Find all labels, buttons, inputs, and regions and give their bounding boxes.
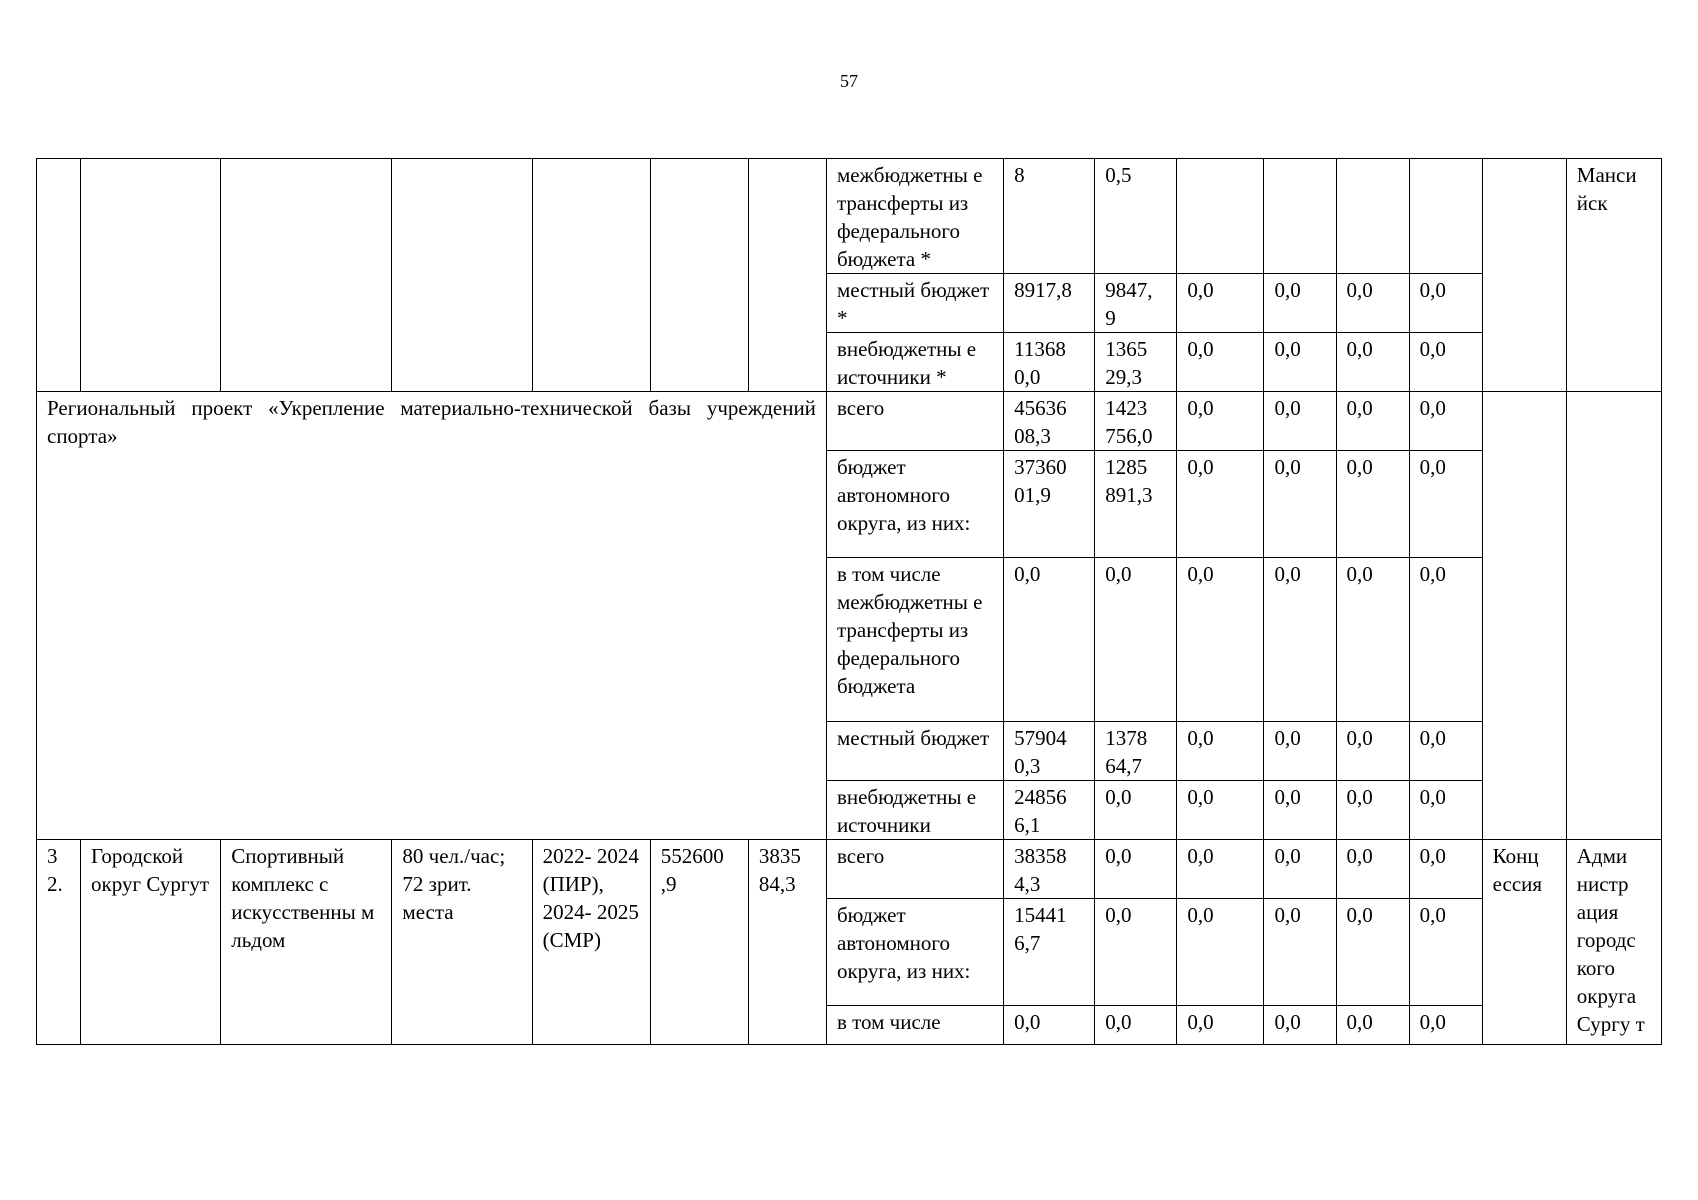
value-cell: 0,0 — [1095, 1006, 1177, 1045]
remaining-cost-cell: 3835 84,3 — [748, 840, 826, 1045]
object-name-cell: Спортивный комплекс с искусственны м льдом — [221, 840, 392, 1045]
page-number: 57 — [840, 71, 858, 91]
value-cell: 0,0 — [1336, 451, 1409, 558]
value-cell: 0,0 — [1177, 722, 1264, 781]
value-cell: 0,0 — [1264, 722, 1336, 781]
empty-cell — [1566, 392, 1661, 840]
cost-cell: 552600 ,9 — [650, 840, 748, 1045]
object-number: 3 2. — [37, 840, 81, 1045]
value-cell: 0,0 — [1409, 333, 1482, 392]
value-cell: 0,0 — [1177, 274, 1264, 333]
funding-source-cell: местный бюджет * — [826, 274, 1003, 333]
municipality-cell: Городской округ Сургут — [81, 840, 221, 1045]
funding-source-cell: местный бюджет — [826, 722, 1003, 781]
value-cell: 45636 08,3 — [1004, 392, 1095, 451]
empty-cell — [81, 159, 221, 392]
value-cell — [1264, 159, 1336, 274]
value-cell: 37360 01,9 — [1004, 451, 1095, 558]
table-row — [37, 159, 1662, 274]
value-cell: 8917,8 — [1004, 274, 1095, 333]
value-cell: 0,0 — [1095, 781, 1177, 840]
value-cell: 0,0 — [1177, 333, 1264, 392]
value-cell: 0,0 — [1177, 392, 1264, 451]
value-cell: 0,0 — [1409, 392, 1482, 451]
value-cell: 0,0 — [1177, 899, 1264, 1006]
value-cell — [1177, 159, 1264, 274]
value-cell: 0,0 — [1409, 840, 1482, 899]
regional-project-title: Региональный проект «Укрепление материально-технической базы учреждений спорта» — [37, 392, 827, 840]
value-cell: 0,0 — [1095, 899, 1177, 1006]
table-row — [37, 392, 1662, 451]
funding-source-cell: в том числе межбюджетны е трансферты из федерального бюджета — [826, 558, 1003, 722]
value-cell: 0,0 — [1177, 840, 1264, 899]
value-cell: 0,0 — [1409, 558, 1482, 722]
value-cell: 1365 29,3 — [1095, 333, 1177, 392]
funding-source-cell: всего — [826, 840, 1003, 899]
value-cell: 0,0 — [1336, 274, 1409, 333]
table-row — [37, 840, 1662, 899]
value-cell: 0,0 — [1336, 899, 1409, 1006]
empty-cell — [221, 159, 392, 392]
value-cell: 0,0 — [1336, 558, 1409, 722]
funding-source-cell: внебюджетны е источники — [826, 781, 1003, 840]
value-cell: 0,0 — [1409, 899, 1482, 1006]
value-cell: 0,0 — [1409, 781, 1482, 840]
value-cell: 8 — [1004, 159, 1095, 274]
empty-cell — [1482, 159, 1566, 392]
funding-source-cell: бюджет автономного округа, из них: — [826, 899, 1003, 1006]
value-cell: 0,0 — [1095, 558, 1177, 722]
funding-source-cell: в том числе — [826, 1006, 1003, 1045]
empty-cell — [532, 159, 650, 392]
value-cell: 0,0 — [1264, 840, 1336, 899]
responsible-cell: Адми нистр ация городс кого округа Сургу т — [1566, 840, 1661, 1045]
value-cell: 0,0 — [1264, 781, 1336, 840]
value-cell: 0,0 — [1409, 722, 1482, 781]
value-cell — [1336, 159, 1409, 274]
empty-cell — [748, 159, 826, 392]
value-cell: 0,0 — [1264, 451, 1336, 558]
budget-table — [36, 158, 1662, 1045]
value-cell: 0,0 — [1004, 1006, 1095, 1045]
value-cell: 0,0 — [1409, 1006, 1482, 1045]
funding-source-cell: бюджет автономного округа, из них: — [826, 451, 1003, 558]
value-cell: 0,0 — [1177, 1006, 1264, 1045]
value-cell: 0,0 — [1336, 392, 1409, 451]
value-cell: 0,0 — [1177, 558, 1264, 722]
funding-source-cell: межбюджетны е трансферты из федерального бюджета * — [826, 159, 1003, 274]
value-cell: 0,0 — [1336, 333, 1409, 392]
value-cell: 57904 0,3 — [1004, 722, 1095, 781]
capacity-cell: 80 чел./час; 72 зрит. места — [392, 840, 532, 1045]
value-cell: 0,0 — [1177, 451, 1264, 558]
value-cell: 0,0 — [1177, 781, 1264, 840]
empty-cell — [1482, 392, 1566, 840]
value-cell: 0,5 — [1095, 159, 1177, 274]
value-cell: 0,0 — [1095, 840, 1177, 899]
funding-source-cell: внебюджетны е источники * — [826, 333, 1003, 392]
value-cell: 0,0 — [1264, 274, 1336, 333]
value-cell: 1378 64,7 — [1095, 722, 1177, 781]
empty-cell — [37, 159, 81, 392]
value-cell: 0,0 — [1264, 558, 1336, 722]
value-cell: 1285 891,3 — [1095, 451, 1177, 558]
funding-source-cell: всего — [826, 392, 1003, 451]
value-cell: 0,0 — [1264, 899, 1336, 1006]
value-cell: 0,0 — [1409, 274, 1482, 333]
empty-cell — [392, 159, 532, 392]
value-cell: 0,0 — [1336, 1006, 1409, 1045]
value-cell: 24856 6,1 — [1004, 781, 1095, 840]
value-cell: 0,0 — [1336, 781, 1409, 840]
value-cell: 0,0 — [1409, 451, 1482, 558]
value-cell: 0,0 — [1004, 558, 1095, 722]
empty-cell — [650, 159, 748, 392]
value-cell: 0,0 — [1264, 333, 1336, 392]
value-cell: 9847, 9 — [1095, 274, 1177, 333]
value-cell: 1423 756,0 — [1095, 392, 1177, 451]
period-cell: 2022- 2024 (ПИР), 2024- 2025 (СМР) — [532, 840, 650, 1045]
value-cell: 11368 0,0 — [1004, 333, 1095, 392]
value-cell: 15441 6,7 — [1004, 899, 1095, 1006]
district-cell: Манси йск — [1566, 159, 1661, 392]
value-cell: 0,0 — [1264, 1006, 1336, 1045]
value-cell: 0,0 — [1264, 392, 1336, 451]
value-cell: 38358 4,3 — [1004, 840, 1095, 899]
value-cell — [1409, 159, 1482, 274]
mechanism-cell: Конц ессия — [1482, 840, 1566, 1045]
value-cell: 0,0 — [1336, 840, 1409, 899]
value-cell: 0,0 — [1336, 722, 1409, 781]
